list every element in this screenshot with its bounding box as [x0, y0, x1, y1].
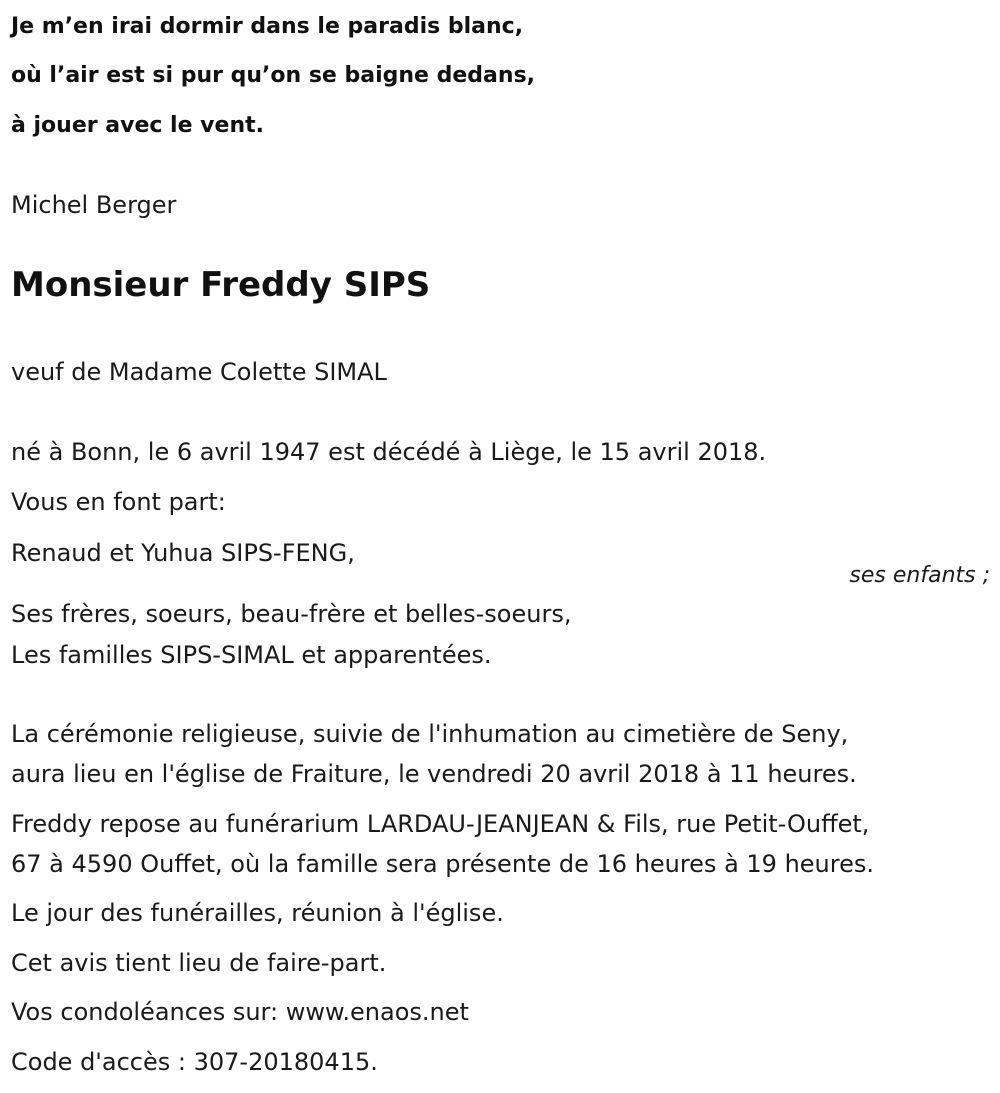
visitation-line-2: 67 à 4590 Ouffet, où la famille sera présente de 16 heures à 19 heures.	[11, 850, 874, 878]
ceremony-line-1: La cérémonie religieuse, suivie de l'inhumation au cimetière de Seny,	[11, 720, 849, 748]
poem-line-1: Je m’en irai dormir dans le paradis blanc,	[11, 14, 524, 39]
announcement-intro: Vous en font part:	[11, 488, 226, 516]
notice-line: Cet avis tient lieu de faire-part.	[11, 949, 387, 977]
poem-line-2: où l’air est si pur qu’on se baigne dedans,	[11, 63, 536, 88]
meeting-line: Le jour des funérailles, réunion à l'église.	[11, 899, 504, 927]
children-relation: ses enfants ;	[849, 563, 990, 588]
condolences-line: Vos condoléances sur: www.enaos.net	[11, 998, 469, 1026]
access-code-line: Code d'accès : 307-20180415.	[11, 1048, 378, 1076]
poem-line-3: à jouer avec le vent.	[11, 113, 264, 138]
deceased-name: Monsieur Freddy SIPS	[11, 265, 431, 305]
families-line: Les familles SIPS-SIMAL et apparentées.	[11, 641, 492, 669]
spouse-line: veuf de Madame Colette SIMAL	[11, 358, 387, 386]
poem-author: Michel Berger	[11, 191, 177, 219]
birth-death-line: né à Bonn, le 6 avril 1947 est décédé à Liège, le 15 avril 2018.	[11, 438, 767, 466]
ceremony-line-2: aura lieu en l'église de Fraiture, le vendredi 20 avril 2018 à 11 heures.	[11, 760, 857, 788]
visitation-line-1: Freddy repose au funérarium LARDAU-JEANJEAN & Fils, rue Petit-Ouffet,	[11, 810, 870, 838]
children-line: Renaud et Yuhua SIPS-FENG,	[11, 539, 355, 567]
siblings-line: Ses frères, soeurs, beau-frère et belles-soeurs,	[11, 600, 572, 628]
